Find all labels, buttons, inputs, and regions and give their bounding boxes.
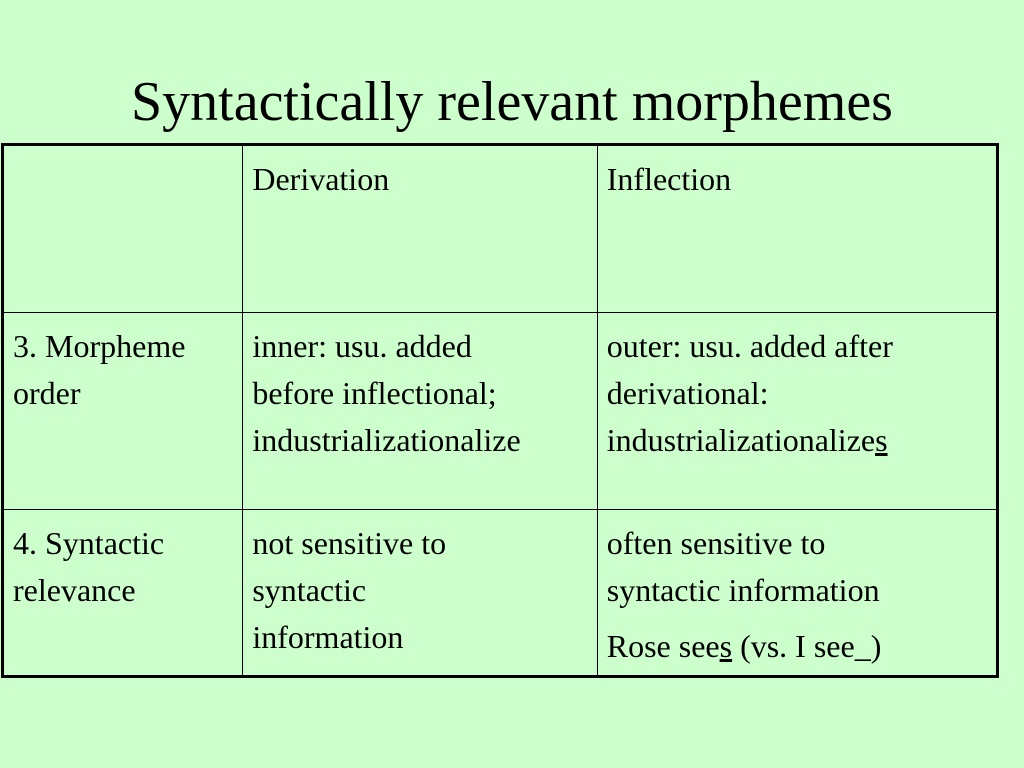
cell-derivation-relevance xyxy=(243,510,597,677)
header-cell-derivation: Derivation xyxy=(243,145,597,313)
cell-text-line: information xyxy=(252,619,404,655)
cell-text-line: syntactic information xyxy=(606,572,880,608)
example-sentence-blank: _ xyxy=(854,628,871,664)
cell-text-line: before inflectional; xyxy=(252,375,497,411)
row-label-morpheme-order xyxy=(3,313,243,510)
row-label-line: order xyxy=(13,375,81,411)
cell-inflection-order xyxy=(597,313,997,510)
row-label-line: 3. Morpheme xyxy=(13,328,186,364)
example-sentence-line xyxy=(607,623,996,670)
header-cell-empty xyxy=(3,145,243,313)
cell-text-line: derivational: xyxy=(606,375,769,411)
example-sentence-start: Rose see xyxy=(606,628,720,664)
cell-derivation-order xyxy=(243,313,597,510)
table-header-row xyxy=(3,145,998,313)
example-sentence-suffix: s xyxy=(719,628,733,664)
morpheme-comparison-table xyxy=(1,143,999,678)
example-word-line xyxy=(607,417,996,464)
slide-title: Syntactically relevant morphemes xyxy=(131,71,893,133)
cell-text-line: not sensitive to xyxy=(252,525,447,561)
example-sentence-middle: (vs. I see xyxy=(732,628,855,664)
example-sentence-end: ) xyxy=(870,628,882,664)
row-label-line: 4. Syntactic xyxy=(13,525,165,561)
cell-text-line: outer: usu. added after xyxy=(606,328,893,364)
table-row-morpheme-order xyxy=(3,313,998,510)
row-label-line: relevance xyxy=(13,572,136,608)
cell-text-line: inner: usu. added xyxy=(252,328,472,364)
cell-text-line: often sensitive to xyxy=(606,525,826,561)
header-cell-inflection: Inflection xyxy=(597,145,997,313)
table-row-syntactic-relevance xyxy=(3,510,998,677)
example-word-base: industrializationalize xyxy=(606,422,876,458)
example-word-suffix: s xyxy=(875,422,888,458)
cell-inflection-relevance xyxy=(597,510,997,677)
row-label-syntactic-relevance xyxy=(3,510,243,677)
cell-text-line: industrializationalize xyxy=(252,422,521,458)
cell-text-line: syntactic xyxy=(252,572,367,608)
